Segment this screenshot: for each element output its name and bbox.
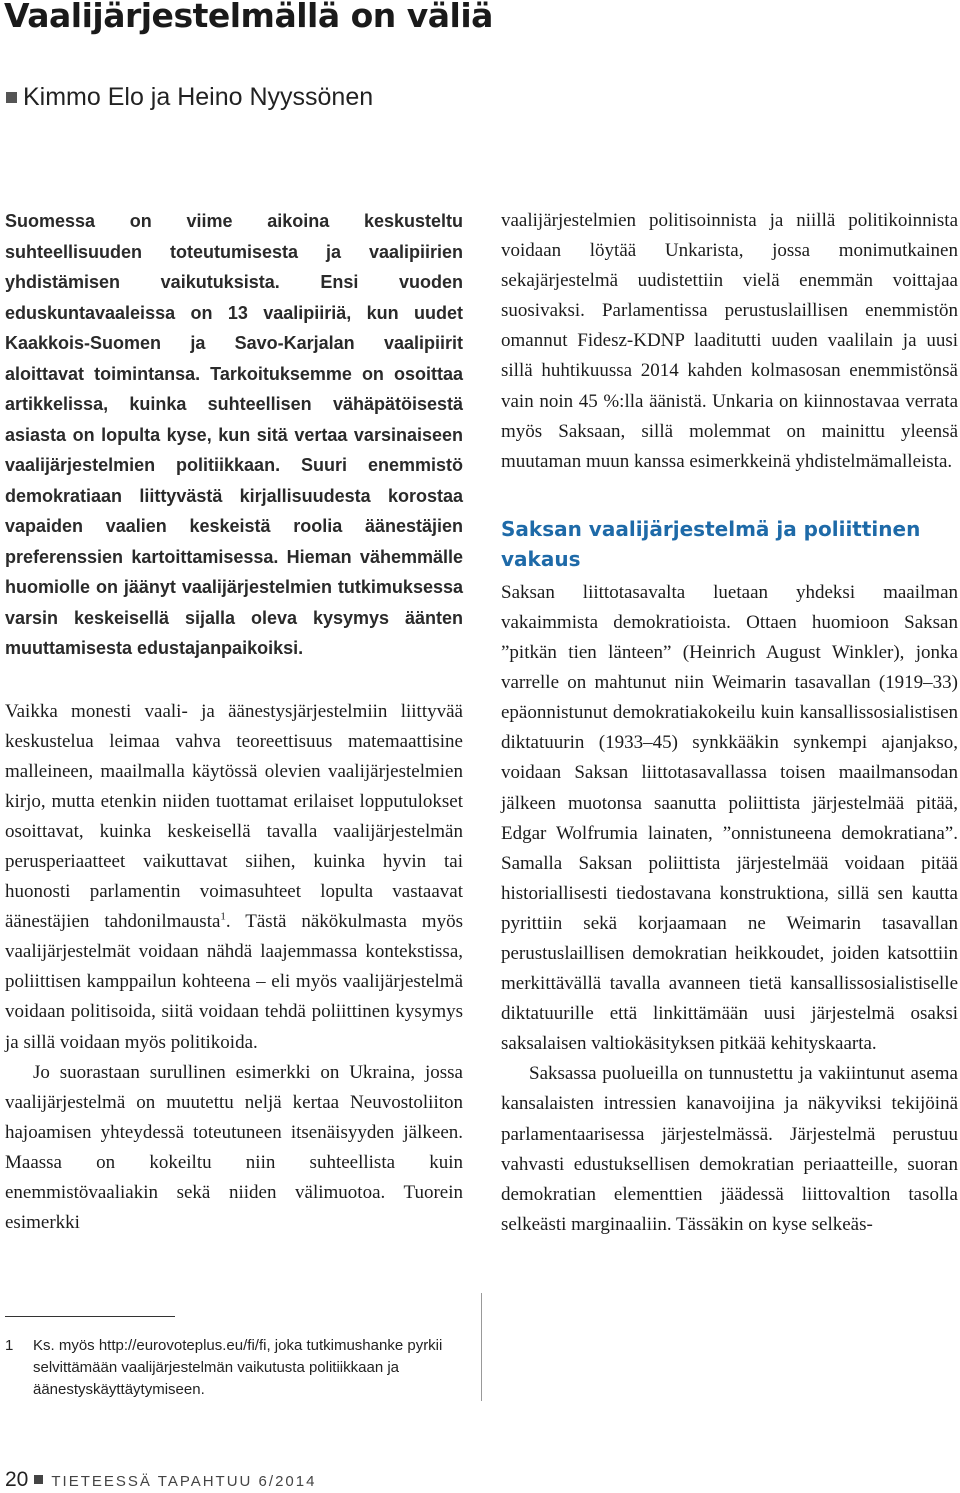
authors-text: Kimmo Elo ja Heino Nyyssönen — [23, 83, 374, 111]
body-paragraph-right-1: Saksan liittotasavalta luetaan yhdeksi maailman vakaimmista demokratioista. Ottaen huomioon Saksan ”pitkän tien länteen” (Heinrich August Winkler), jonka varrelle on mahtunut niin Weimarin tasavallan (1919–33) epäonnistunut demokratiakokeilu kuin kansallissosialistisen diktatuurin (1933–45) synkkääkin synkempi ajanjakso, voidaan Saksan liittotasavallassa toisen maailmansodan jälkeen muotonsa saanutta poliittista järjestelmää pitää, Edgar Wolfrumia lainaten, ”onnistuneena demokratiana”. Samalla Saksan poliittista järjestelmää voidaan pitää historiallisesti tiedostavana konstruktiona, sillä sen kautta pyrittiin sekä korjaamaan ne Weimarin tasavallan perustuslaillisen demokratian heikkoudet, joiden katsottiin merkittävällä tavalla avanneen tietä kansallissosialistiselle diktatuurille että linkittämään uusi järjestelmä osaksi saksalaisen valtiokäsityksen pitkää kehityskaarta. — [501, 581, 958, 1055]
body-paragraph-1-text: Vaikka monesti vaali- ja äänestysjärjestelmiin liittyvää keskustelua leimaa vahva teoreettisuus matemaattisine malleineen, maailmalla käytössä olevien vaalijärjestelmien kirjo, mutta etenkin niiden tuottamat erilaiset lopputulokset osoittavat, kuinka keskeisellä tavalla vaalijärjestelmän perusperiaatteet vaikuttavat siihen, kuinka hyvin tai huonosti parlamentin voimasuhteet lopulta vastaavat äänestäjien tahdonilmausta — [5, 700, 463, 933]
section-heading: Saksan vaalijärjestelmä ja poliittinen vakaus — [501, 516, 921, 571]
footnote-reference[interactable]: 1 — [220, 910, 226, 923]
footnote-number: 1 — [5, 1337, 14, 1354]
lead-paragraph: Suomessa on viime aikoina keskusteltu suhteellisuuden toteutumisesta ja vaalipiirien yhdistämisen vaikutuksista. Ensi vuoden eduskuntavaaleissa on 13 vaalipiiriä, kun uudet Kaakkois-Suomen ja Savo-Karjalan vaalipiirit aloittavat toimintansa. Tarkoituksemme on osoittaa artikkelissa, kuinka suhteellisen vähäpätöisestä asiasta on lopulta kyse, kun sitä vertaa varsinaiseen vaalijärjestelmien politiikkaan. Suuri enemmistö demokratiaan liittyvästä kirjallisuudesta korostaa vapaiden vaalien keskeistä roolia äänestäjien preferenssien kartoittamisessa. Hieman vähemmälle huomiolle on jäänyt vaalijärjestelmien tutkimuksessa varsin keskeisellä sijalla oleva kysymys äänten muuttamisesta edustajanpaikoiksi. — [5, 211, 463, 658]
body-paragraph-right-0: vaalijärjestelmien politisoinnista ja niillä politikoinnista voidaan löytää Unkarista, jossa monimutkainen sekajärjestelmä uudistettiin vielä enemmän voittajaa suosivaksi. Parlamentissa perustuslaillisen enemmistön omannut Fidesz-KDNP laadituttі uuden vaalilain ja uusi sillä huhtikuussa 2014 kahden kolmasosan enemmistönsä vain noin 45 %:lla äänistä. Unkaria on kiinnostavaa verrata myös Saksaan, sillä molemmat on mainittu yleensä muutaman muun kanssa esimerkkeinä yhdistelmämalleista. — [501, 210, 958, 472]
body-paragraph-1 — [5, 697, 463, 1058]
footnote-text: Ks. myös http://eurovoteplus.eu/fi/fi, joka tutkimushanke pyrkii selvittämään vaalijärjestelmän vaikutusta politiikkaan ja äänestyskäyttäytymiseen. — [33, 1337, 443, 1398]
footnote — [5, 1335, 463, 1401]
left-column — [5, 206, 463, 1238]
body-paragraph-right-2: Saksassa puolueilla on tunnustettu ja vakiintunut asema kansalaisten intressien kanavoijina ja näkyviksi tekijöinä parlamentaarisessa järjestelmässä. Järjestelmä perustuu vahvasti edustuksellisen demokratian periaatteille, suoran demokratian elementtien jäädessä liittovaltion tasolla selkeästi marginaaliin. Tässäkin on kyse selkeäs- — [501, 1063, 958, 1235]
square-bullet-icon — [34, 1475, 43, 1484]
body-paragraph-2: Jo suorastaan surullinen esimerkki on Ukraina, jossa vaalijärjestelmä on muutettu neljä kertaa Neuvostoliiton hajoamisen yhteydessä toteutuneen itsenäisyyden jälkeen. Maassa on kokeiltu niin suhteellista kuin enemmistövaaliakin sekä niiden välimuotoa. Tuorein esimerkki — [5, 1061, 463, 1234]
square-bullet-icon — [6, 92, 17, 103]
column-divider — [481, 1293, 482, 1401]
page-number: 20 — [5, 1468, 29, 1491]
sentence-end: . — [225, 911, 231, 933]
body-paragraph-1-continued: Tästä näkökulmasta myös vaalijärjestelmät voidaan nähdä laajemmassa kontekstissa, poliittisen kamppailun kohteena – eli myös vaalijärjestelmä voidaan politisoida, siitä voidaan tehdä poliittinen kysymys ja sillä voidaan myös politikoida. — [5, 911, 463, 1053]
article-title: Vaalijärjestelmällä on väliä — [4, 0, 493, 35]
journal-name: TIETEESSÄ TAPAHTUU 6/2014 — [51, 1473, 317, 1490]
page-footer — [5, 1468, 316, 1492]
article-authors — [6, 83, 373, 112]
footnote-divider — [5, 1316, 175, 1317]
right-column — [501, 206, 958, 1240]
